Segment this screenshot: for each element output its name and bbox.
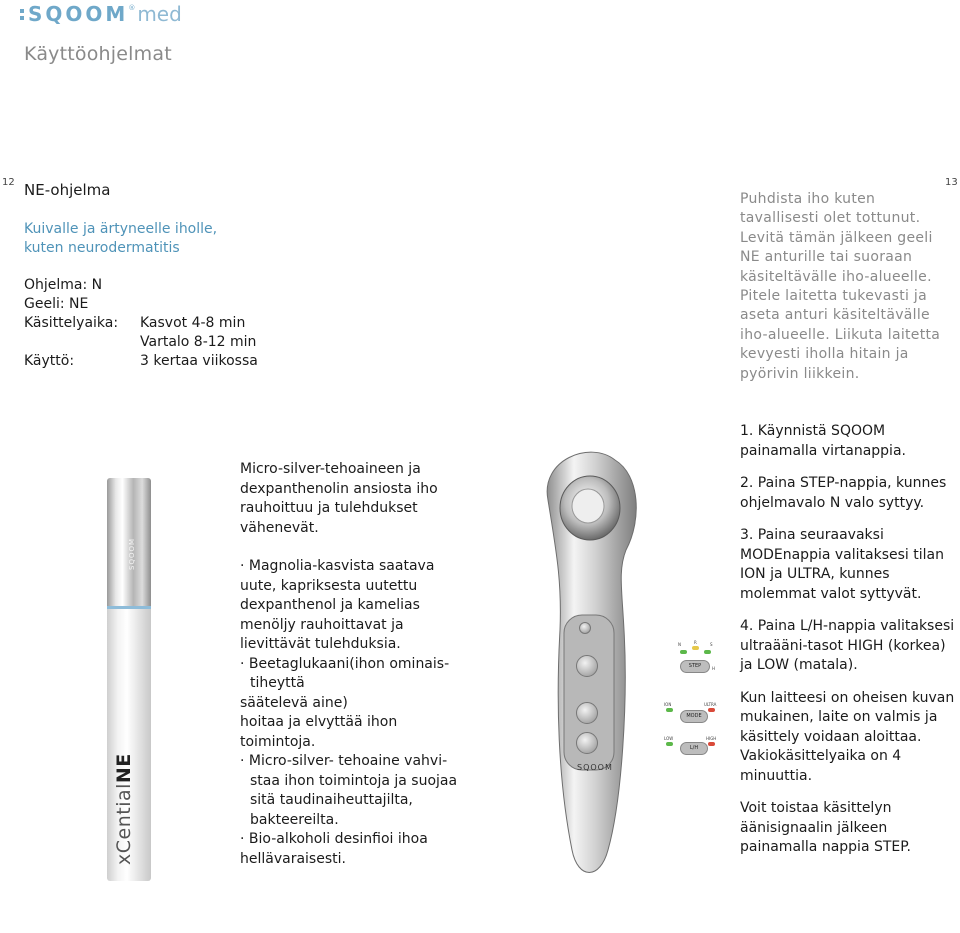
page-title: Käyttöohjelmat — [24, 43, 172, 65]
sqoom-device-image — [530, 440, 680, 910]
step-button — [576, 655, 598, 677]
led-r — [692, 646, 699, 650]
info-label: Käyttö: — [24, 353, 75, 369]
led-high — [708, 742, 715, 746]
program-info — [24, 276, 258, 371]
diagram-label-ultra: ULTRA — [704, 702, 717, 707]
page-number-right: 13 — [945, 177, 958, 188]
ingredient-item: tiheyttä — [250, 675, 305, 691]
bottle-label — [113, 753, 135, 865]
diagram-label-s: S — [710, 642, 713, 647]
bottle-label-light: xCential — [113, 783, 135, 865]
diagram-step-button: STEP — [680, 660, 710, 673]
ingredient-item: staa ihon toimintoja ja suojaa sitä taudinaiheuttajilta, bakteereilta. — [250, 772, 458, 828]
brand-logo — [20, 2, 182, 26]
diagram-label-n: N — [678, 642, 681, 647]
info-row — [24, 352, 258, 371]
info-value: Vartalo 8-12 min — [140, 334, 257, 350]
info-value: 3 kertaa viikossa — [140, 353, 258, 369]
logo-suffix: med — [137, 2, 182, 26]
device-brand-text: SQOOM — [577, 763, 613, 772]
usage-intro: Puhdista iho kuten tavallisesti olet tottunut. Levitä tämän jälkeen geeli NE anturille tai suoraan käsiteltävälle iho-alueelle. Pitele laitetta tukevasti ja aseta anturi käsiteltävälle iho-alueelle. Liikuta laitetta kevyesti iholla hitain ja pyörivin liikkein. — [740, 191, 941, 382]
diagram-label-ion: ION — [664, 702, 672, 707]
logo-registered-mark: ® — [128, 4, 136, 12]
diagram-label-high: HIGH — [706, 736, 717, 741]
program-subtitle: Kuivalle ja ärtyneelle iholle, kuten neurodermatitis — [24, 221, 218, 256]
logo-dots-icon — [20, 9, 24, 23]
ingredient-item: · Beetaglukaani(ihon ominais- — [240, 655, 450, 672]
led-ultra — [708, 708, 715, 712]
step-item: Kun laitteesi on oheisen kuvan mukainen, laite on valmis ja käsittely voidaan aloittaa. Vakiokäsittelyaika on 4 minuuttia. — [740, 689, 955, 784]
info-row — [24, 314, 246, 333]
mode-button — [576, 702, 598, 724]
step-item: 2. Paina STEP-nappia, kunnes ohjelmavalo N valo syttyy. — [740, 475, 947, 511]
led-s — [704, 650, 711, 654]
logo-brand: SQOOM — [28, 2, 129, 26]
info-row — [24, 276, 118, 295]
diagram-label-low: LOW — [664, 736, 674, 741]
instruction-steps — [740, 422, 955, 871]
step-item: Voit toistaa käsittelyn äänisignaalin jälkeen painamalla nappia STEP. — [740, 800, 911, 855]
led-ion — [666, 708, 673, 712]
button-diagram — [660, 640, 730, 770]
ingredient-item: · Bio-alkoholi desinfioi ihoa hellävaraisesti. — [240, 831, 428, 867]
ingredients-intro: Micro-silver-tehoaineen ja dexpanthenolin ansiosta iho rauhoittuu ja tulehdukset vähenevät. — [240, 461, 438, 536]
bottle-label-bold: NE — [113, 753, 135, 784]
ingredients-text — [240, 460, 460, 869]
power-button — [579, 622, 591, 634]
info-value: Kasvot 4-8 min — [140, 315, 246, 331]
lh-button — [576, 732, 598, 754]
diagram-label-h: H — [712, 666, 716, 671]
step-item: 1. Käynnistä SQOOM painamalla virtanappia. — [740, 423, 906, 459]
led-low — [666, 742, 673, 746]
bottle-cap-text: SQOOM — [128, 537, 136, 570]
program-title: NE-ohjelma — [24, 181, 111, 199]
ingredient-item: säätelevä aine) — [240, 694, 348, 711]
ingredient-item: · Micro-silver- tehoaine vahvi- — [240, 753, 448, 769]
diagram-lh-button: L/H — [680, 742, 708, 755]
step-item: 4. Paina L/H-nappia valitaksesi ultraääni-tasot HIGH (korkea) ja LOW (matala). — [740, 618, 955, 673]
step-item: 3. Paina seuraavaksi MODEnappia valitaksesi tilan ION ja ULTRA, kunnes molemmat valot syttyvät. — [740, 527, 944, 602]
product-bottle-image — [95, 460, 210, 890]
page-number-left: 12 — [2, 177, 15, 188]
led-n — [680, 650, 687, 654]
diagram-label-r: R — [694, 640, 697, 645]
device-body-icon — [530, 440, 680, 910]
ingredient-item: hoitaa ja elvyttää ihon toimintoja. — [240, 714, 398, 750]
info-row — [24, 333, 257, 352]
info-label: Geeli: NE — [24, 296, 89, 312]
ingredient-item: · Magnolia-kasvista saatava uute, kapriksesta uutettu dexpanthenol ja kamelias menöljy rauhoittavat ja lievittävät tulehduksia. — [240, 558, 435, 652]
diagram-mode-button: MODE — [680, 710, 708, 723]
info-row — [24, 295, 118, 314]
info-label: Ohjelma: N — [24, 277, 103, 293]
info-label: Käsittelyaika: — [24, 315, 119, 331]
